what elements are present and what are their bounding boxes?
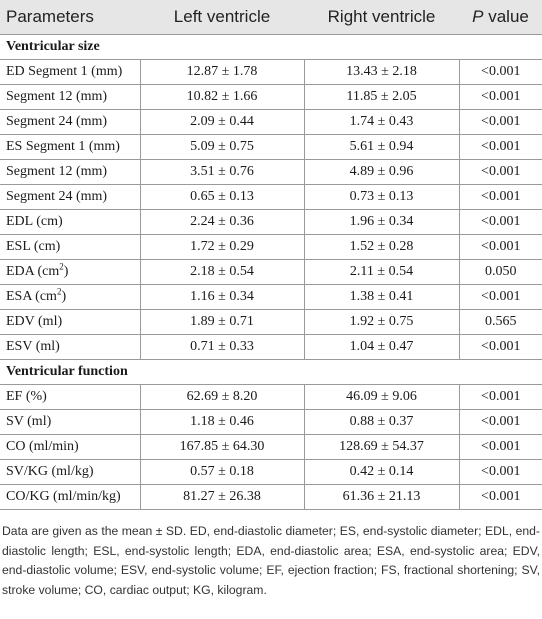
- cell-p-value: <0.001: [459, 485, 542, 510]
- cell-p-value: <0.001: [459, 410, 542, 435]
- cell-p-value: 0.565: [459, 310, 542, 335]
- section-row: [0, 360, 542, 385]
- cell-p-value: <0.001: [459, 385, 542, 410]
- cell-right-ventricle: 11.85 ± 2.05: [304, 85, 459, 110]
- cell-left-ventricle: 1.16 ± 0.34: [140, 285, 304, 310]
- parameter-label: Segment 24 (mm): [6, 189, 108, 204]
- cell-right-ventricle: 1.92 ± 0.75: [304, 310, 459, 335]
- table-row: [0, 335, 542, 360]
- table-row: [0, 210, 542, 235]
- cell-p-value: <0.001: [459, 435, 542, 460]
- section-title: Ventricular size: [0, 35, 542, 60]
- cell-parameter: [0, 210, 140, 235]
- cell-left-ventricle: 2.24 ± 0.36: [140, 210, 304, 235]
- cell-left-ventricle: 0.65 ± 0.13: [140, 185, 304, 210]
- header-left-ventricle: Left ventricle: [140, 0, 304, 35]
- parameter-label: EDV (ml): [6, 314, 63, 329]
- cell-right-ventricle: 1.38 ± 0.41: [304, 285, 459, 310]
- parameter-label: SV (ml): [6, 414, 52, 429]
- cell-parameter: [0, 485, 140, 510]
- cell-parameter: [0, 235, 140, 260]
- parameter-label: EF (%): [6, 389, 47, 404]
- section-row: [0, 35, 542, 60]
- cell-right-ventricle: 128.69 ± 54.37: [304, 435, 459, 460]
- cell-left-ventricle: 0.71 ± 0.33: [140, 335, 304, 360]
- cell-right-ventricle: 46.09 ± 9.06: [304, 385, 459, 410]
- cell-parameter: [0, 85, 140, 110]
- parameter-label: Segment 12 (mm): [6, 164, 108, 179]
- cell-right-ventricle: 0.42 ± 0.14: [304, 460, 459, 485]
- parameter-superscript: 2: [59, 261, 64, 272]
- cell-left-ventricle: 2.18 ± 0.54: [140, 260, 304, 285]
- cell-left-ventricle: 0.57 ± 0.18: [140, 460, 304, 485]
- cell-left-ventricle: 5.09 ± 0.75: [140, 135, 304, 160]
- cell-left-ventricle: 12.87 ± 1.78: [140, 60, 304, 85]
- header-right-ventricle: Right ventricle: [304, 0, 459, 35]
- cell-left-ventricle: 1.89 ± 0.71: [140, 310, 304, 335]
- header-p-suffix: value: [483, 7, 529, 26]
- parameter-label: EDL (cm): [6, 214, 63, 229]
- cell-right-ventricle: 61.36 ± 21.13: [304, 485, 459, 510]
- table-row: [0, 85, 542, 110]
- cell-p-value: <0.001: [459, 235, 542, 260]
- parameter-label: CO/KG (ml/min/kg): [6, 489, 121, 504]
- parameter-label: Segment 24 (mm): [6, 114, 108, 129]
- cell-left-ventricle: 81.27 ± 26.38: [140, 485, 304, 510]
- cell-left-ventricle: 62.69 ± 8.20: [140, 385, 304, 410]
- cell-right-ventricle: 5.61 ± 0.94: [304, 135, 459, 160]
- cell-right-ventricle: 4.89 ± 0.96: [304, 160, 459, 185]
- parameter-label: ESA (cm: [6, 289, 57, 304]
- header-row: [0, 0, 542, 35]
- table-body: [0, 35, 542, 510]
- cell-left-ventricle: 10.82 ± 1.66: [140, 85, 304, 110]
- table-row: [0, 260, 542, 285]
- cell-parameter: [0, 435, 140, 460]
- parameter-label: ESL (cm): [6, 239, 61, 254]
- parameter-label: ES Segment 1 (mm): [6, 139, 120, 154]
- cell-parameter: [0, 60, 140, 85]
- cell-p-value: <0.001: [459, 135, 542, 160]
- cell-right-ventricle: 1.96 ± 0.34: [304, 210, 459, 235]
- cell-right-ventricle: 1.52 ± 0.28: [304, 235, 459, 260]
- cell-right-ventricle: 1.04 ± 0.47: [304, 335, 459, 360]
- cell-parameter: [0, 335, 140, 360]
- cell-left-ventricle: 3.51 ± 0.76: [140, 160, 304, 185]
- cell-right-ventricle: 0.73 ± 0.13: [304, 185, 459, 210]
- cell-parameter: [0, 135, 140, 160]
- table-header: [0, 0, 542, 35]
- cell-parameter: [0, 460, 140, 485]
- table-row: [0, 485, 542, 510]
- cell-p-value: <0.001: [459, 285, 542, 310]
- header-parameters: Parameters: [0, 0, 140, 35]
- cell-right-ventricle: 2.11 ± 0.54: [304, 260, 459, 285]
- cell-parameter: [0, 310, 140, 335]
- cell-parameter: [0, 410, 140, 435]
- cell-p-value: <0.001: [459, 185, 542, 210]
- cell-p-value: <0.001: [459, 210, 542, 235]
- cell-p-value: <0.001: [459, 110, 542, 135]
- cell-right-ventricle: 0.88 ± 0.37: [304, 410, 459, 435]
- table-row: [0, 135, 542, 160]
- cell-p-value: 0.050: [459, 260, 542, 285]
- cell-parameter: [0, 285, 140, 310]
- cell-parameter: [0, 160, 140, 185]
- parameter-label: EDA (cm: [6, 264, 60, 279]
- table-row: [0, 285, 542, 310]
- cell-left-ventricle: 1.72 ± 0.29: [140, 235, 304, 260]
- cell-left-ventricle: 167.85 ± 64.30: [140, 435, 304, 460]
- table-row: [0, 410, 542, 435]
- table-row: [0, 385, 542, 410]
- parameter-label: Segment 12 (mm): [6, 89, 108, 104]
- table-row: [0, 60, 542, 85]
- parameter-label-end: ): [63, 264, 69, 279]
- cell-parameter: [0, 110, 140, 135]
- cell-parameter: [0, 260, 140, 285]
- cell-p-value: <0.001: [459, 160, 542, 185]
- parameter-label: ESV (ml): [6, 339, 60, 354]
- header-p-letter: P: [472, 7, 484, 26]
- table-row: [0, 460, 542, 485]
- table-row: [0, 435, 542, 460]
- cell-parameter: [0, 185, 140, 210]
- parameter-label: ED Segment 1 (mm): [6, 64, 123, 79]
- cell-p-value: <0.001: [459, 85, 542, 110]
- cell-right-ventricle: 1.74 ± 0.43: [304, 110, 459, 135]
- parameter-superscript: 2: [56, 286, 62, 297]
- parameter-label-end: ): [61, 289, 67, 304]
- table-footnote: Data are given as the mean ± SD. ED, end-diastolic diameter; ES, end-systolic diameter; EDL, end-diastolic length; ESL, end-systolic length; EDA, end-diastolic area; ESA, end-systolic area; EDV, end-diastolic volume; ESV, end-systolic volume; EF, ejection fraction; FS, fractional shortening; SV, stroke volume; CO, cardiac output; KG, kilogram.: [2, 524, 540, 597]
- header-p-value: [459, 0, 542, 35]
- cell-p-value: <0.001: [459, 460, 542, 485]
- table-row: [0, 110, 542, 135]
- cell-p-value: <0.001: [459, 60, 542, 85]
- parameter-label: SV/KG (ml/kg): [6, 464, 94, 479]
- section-title: Ventricular function: [0, 360, 542, 385]
- parameter-label: CO (ml/min): [6, 439, 79, 454]
- table-row: [0, 185, 542, 210]
- table-row: [0, 310, 542, 335]
- table-row: [0, 235, 542, 260]
- table-row: [0, 160, 542, 185]
- cell-left-ventricle: 1.18 ± 0.46: [140, 410, 304, 435]
- cell-right-ventricle: 13.43 ± 2.18: [304, 60, 459, 85]
- cell-left-ventricle: 2.09 ± 0.44: [140, 110, 304, 135]
- cell-p-value: <0.001: [459, 335, 542, 360]
- cell-parameter: [0, 385, 140, 410]
